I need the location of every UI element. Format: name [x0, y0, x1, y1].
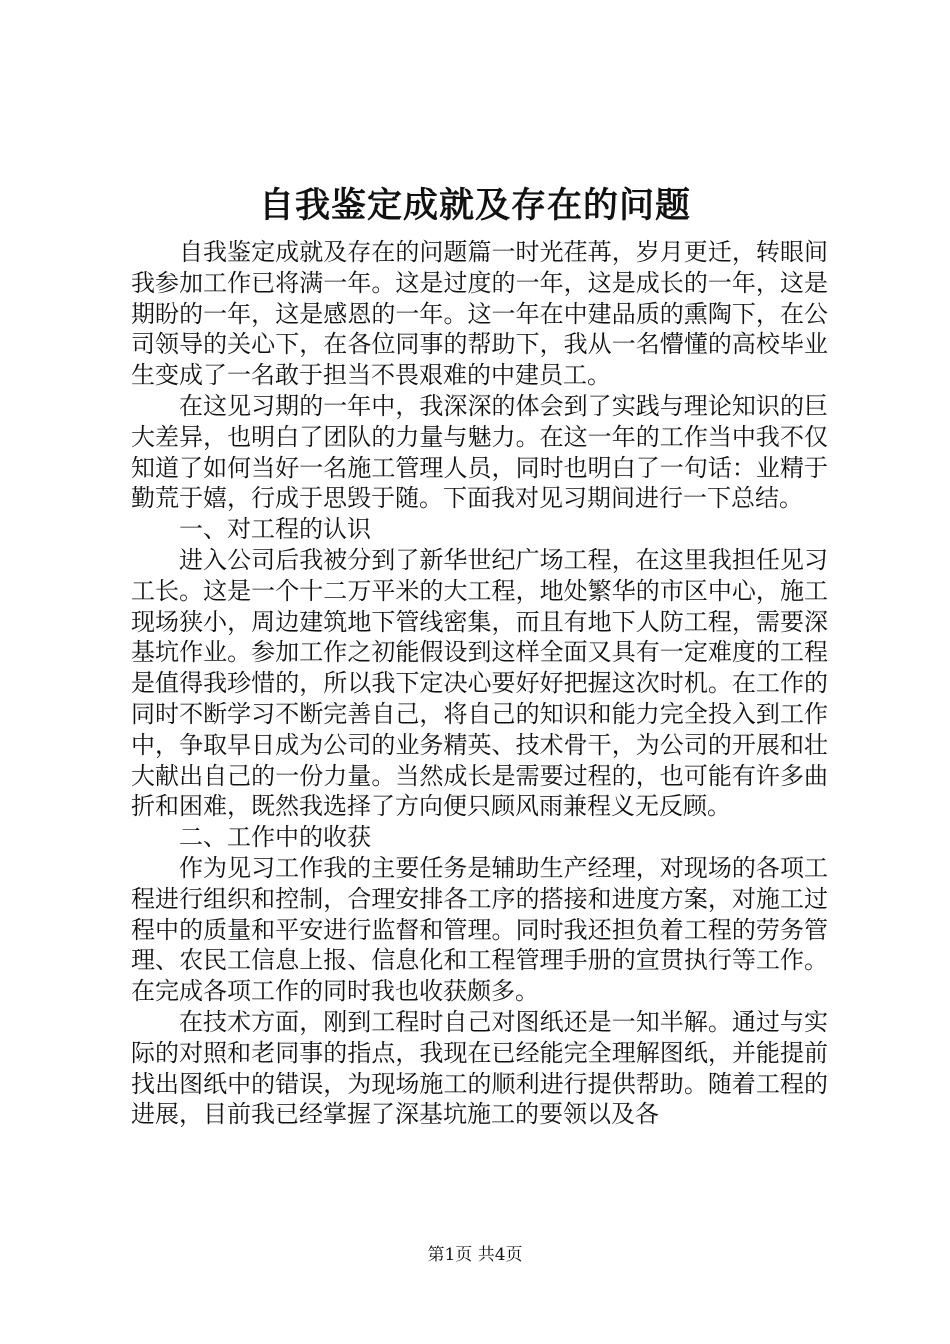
paragraph-intro: 自我鉴定成就及存在的问题篇一时光荏苒，岁月更迁，转眼间我参加工作已将满一年。这是过度的一年，这是成长的一年，这是期盼的一年，这是感恩的一年。这一年在中建品质的熏陶下，在公司领导的关心下，在各位同事的帮助下，我从一名懵懂的高校毕业生变成了一名敢于担当不畏艰难的中建员工。: [131, 238, 828, 390]
page-title: 自我鉴定成就及存在的问题: [258, 185, 691, 226]
page-number-footer: 第1页 共4页: [427, 1245, 523, 1265]
paragraph-technical: 在技术方面，刚到工程时自己对图纸还是一知半解。通过与实际的对照和老同事的指点，我现在已经能完全理解图纸，并能提前找出图纸中的错误，为现场施工的顺利进行提供帮助。随着工程的进展，目前我已经掌握了深基坑施工的要领以及各: [131, 1007, 828, 1129]
paragraph-duties: 作为见习工作我的主要任务是辅助生产经理，对现场的各项工程进行组织和控制，合理安排各工序的搭接和进度方案，对施工过程中的质量和平安进行监督和管理。同时我还担负着工程的劳务管理、农民工信息上报、信息化和工程管理手册的宣贯执行等工作。在完成各项工作的同时我也收获颇多。: [131, 853, 828, 1006]
section-heading-work-gains: 二、工作中的收获: [179, 823, 371, 852]
paragraph-internship: 在这见习期的一年中，我深深的体会到了实践与理论知识的巨大差异，也明白了团队的力量与魅力。在这一年的工作当中我不仅知道了如何当好一名施工管理人员，同时也明白了一句话：业精于勤荒于嬉，行成于思毁于随。下面我对见习期间进行一下总结。: [131, 391, 828, 513]
paragraph-project: 进入公司后我被分到了新华世纪广场工程，在这里我担任见习工长。这是一个十二万平米的大工程，地处繁华的市区中心，施工现场狭小，周边建筑地下管线密集，而且有地下人防工程，需要深基坑作业。参加工作之初能假设到这样全面又具有一定难度的工程是值得我珍惜的，所以我下定决心要好好把握这次时机。在工作的同时不断学习不断完善自己，将自己的知识和能力完全投入到工作中，争取早日成为公司的业务精英、技术骨干，为公司的开展和壮大献出自己的一份力量。当然成长是需要过程的，也可能有许多曲折和困难，既然我选择了方向便只顾风雨兼程义无反顾。: [131, 545, 828, 821]
section-heading-project-understanding: 一、对工程的认识: [179, 515, 371, 544]
document-body: [131, 237, 828, 1130]
